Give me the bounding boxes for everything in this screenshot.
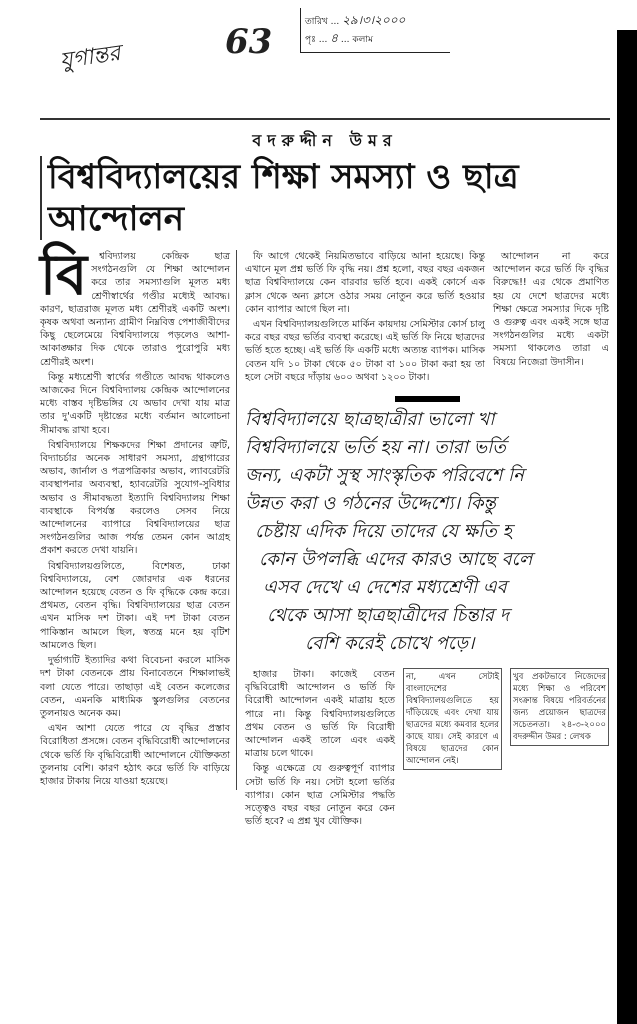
paragraph: বিশ্ববিদ্যালয়ে শিক্ষকদের শিক্ষা প্রদানের ত্রুটি, বিদ্যাচর্চার অনেক সাধারণ সমস্যা, গ্রন্থাগারের অভাব, জার্নাল ও পত্রপত্রিকার অভাব, ল্যাবরেটরি ব্যবস্থাপনার অব্যবস্থা, হ্যাবরেটরি সুযোগ-সুবিধার অভাব ও সীমাবদ্ধতা ইত্যাদি বিশ্ববিদ্যালয় শিক্ষা ব্যবস্থাকে বিপর্যস্ত করলেও সেসব নিয়ে আন্দোলনের ব্যাপারে বিশ্ববিদ্যালয়ের ছাত্র সংগঠনগুলির আজ পর্যন্ত তেমন কোন আগ্রহ প্রকাশ করতে দেখা যায়নি। <box>40 439 230 557</box>
clipping-fragment: না, এখন সেটাই বাংলাদেশের বিশ্ববিদ্যালয়গুলিতে হয় দাঁড়িয়েছে এবং দেখা যায় ছাত্রদের মধ্যে কমবার হলের কাছে যায়। সেই কারণে এ বিষয়ে ছাত্রদের কোন আন্দোলন নেই। <box>403 668 502 770</box>
paragraph: বিশ্ববিদ্যালয়গুলিতে, বিশেষত, ঢাকা বিশ্ববিদ্যালয়ে, বেশ জোরদার এক ধরনের আন্দোলন হয়েছে বেতন ও ফি বৃদ্ধিকে কেন্দ্র করে। প্রথমত, বেতন বৃদ্ধি। বিশ্ববিদ্যালয়ের ছাত্র বেতন এখন মাসিক দশ টাকা। এই দশ টাকা বেতন পাকিস্তান আমলে ছিল, স্বতন্ত্র মনে হয় বৃটিশ আমলেও ছিল। <box>40 560 230 651</box>
handwritten-number: 63 <box>225 22 273 62</box>
paragraph: শ্ববিদ্যালয় কেন্দ্রিক ছাত্র সংগঠনগুলি যে শিক্ষা আন্দোলন করে তার সমস্যাগুলি মূলত মধ্য শ্রেণীস্বার্থের গণ্ডীর মধ্যেই আবদ্ধ। কারণ, ছাত্ররাজ মূলত মধ্য শ্রেণীরই একটি অংশ। কৃষক অথবা অন্যান্য গ্রামীণ নিম্নবিত্ত পেশাজীবীদের কিছু ছেলেমেয়ে বিশ্ববিদ্যালয়ে পড়লেও আশা-আকাঙ্ক্ষার দিক থেকে তারাও পুরোপুরি মধ্য শ্রেণীরই অংশ। <box>40 251 230 368</box>
paragraph: কিন্তু এক্ষেত্রে যে গুরুত্বপূর্ণ ব্যাপার সেটা ভর্তি ফি নয়। সেটা হলো ভর্তির ব্যাপার। কোন ছাত্র সেমিস্টার পদ্ধতি সত্ত্বেও বছর বছর নোতুন করে কেন ভর্তি হবে? এ প্রশ্ন খুব যৌক্তিক। <box>245 763 395 828</box>
quote-line: বিশ্ববিদ্যালয়ে ছাত্রছাত্রীরা ভালো খা <box>245 409 495 431</box>
paragraph: কিন্তু মধ্যশ্রেণী স্বার্থের গণ্ডীতে আবদ্ধ থাকলেও আজকের দিনে বিশ্ববিদ্যালয় কেন্দ্রিক আন্দোলনের মধ্যে বাস্তব দৃষ্টিভঙ্গির যে অভাব দেখা যায় মাত্র তার দু'একটি দৃষ্টান্তের মধ্যে বর্তমান আলোচনা সীমাবদ্ধ রাখা হবে। <box>40 371 230 436</box>
quote-line: বিশ্ববিদ্যালয়ে ভর্তি হয় না। তারা ভর্তি <box>245 437 506 459</box>
column-1 <box>40 243 237 790</box>
dropcap: বি <box>40 243 88 308</box>
stamp-page-value: ৪ <box>330 31 339 45</box>
stamp-column-label: কলাম <box>352 35 373 45</box>
pull-quote <box>245 406 609 658</box>
quote-line: থেকে আসা ছাত্রছাত্রীদের চিন্তার দ <box>267 605 510 627</box>
paragraph: ফি আগে থেকেই নিয়মিতভাবে বাড়িয়ে আনা হয়েছে। কিন্তু এখানে মূল প্রশ্ন ভর্তি ফি বৃদ্ধি নয়। প্রশ্ন হলো, বছর বছর একজন ছাত্র বিশ্ববিদ্যালয়ে কেন বারবার ভর্তি হবে। একই কোর্সে এক ক্লাস থেকে অন্য ক্লাসে ওঠার সময় নোতুন করে ভর্তি হওয়ার কোন ব্যাপার আগে ছিল না। <box>245 251 485 315</box>
handwritten-source: যুগান্তর <box>58 40 123 75</box>
quote-line: উন্নত করা ও গঠনের উদ্দেশ্যে। কিন্তু <box>245 493 496 515</box>
article <box>40 130 610 830</box>
quote-bar <box>395 396 460 402</box>
quote-line: চেষ্টায় এদিক দিয়ে তাদের যে ক্ষতি হ <box>255 521 512 543</box>
scan-edge <box>617 30 637 1024</box>
quote-line: বেশি করেই চোখে পড়ে। <box>305 633 475 655</box>
quote-line: কোন উপলব্ধি এদের কারও আছে বলে <box>259 549 533 571</box>
paragraph: এখন আশা যেতে পারে যে বৃদ্ধির প্রস্তাব বিরোধিতা প্রসঙ্গে। বেতন বৃদ্ধিবিরোধী আন্দোলনের থেকে ভর্তি ফি বৃদ্ধিবিরোধী আন্দোলনে যৌক্তিকতা তুলনায় বেশি। কারণ হঠাৎ করে ভর্তি ফি বাড়িয়ে হাজার টাকায় নিয়ে যাওয়া হয়েছে। <box>40 723 230 787</box>
paragraph: আন্দোলন না করে আন্দোলন করে ভর্তি ফি বৃদ্ধির বিরুদ্ধে!! এর থেকে প্রমাণিত হয় যে দেশে ছাত্রদের মধ্যে শিক্ষা ক্ষেত্রে সমস্যার দিকে দৃষ্টি ও গুরুত্ব এবং একই সঙ্গে ছাত্র সংগঠনগুলির মধ্যে একটা সমস্যা থাকলেও তারা এ বিষয়ে নিজেরা উদাসীন। <box>493 251 609 368</box>
column-3 <box>493 250 609 371</box>
clipping-edge <box>40 118 610 120</box>
stamp-date-label: তারিখ <box>305 17 328 27</box>
clipping-fragment: খুব প্রকটভাবে নিজেদের মধ্যে শিক্ষা ও পরিবেশ সংক্রান্ত বিষয়ে পরিবর্তনের জন্য প্রয়োজন ছাত্রদের সচেতনতা। ২৪-৩-২০০০ বদরুদ্দীন উমর : লেখক <box>510 668 609 746</box>
paragraph: দুর্ভাগ্যটি ইত্যাদির কথা বিবেচনা করলে মাসিক দশ টাকা বেতনকে প্রায় বিনাবেতনে শিক্ষালাভই বলা যেতে পারে। তাছাড়া এই বেতন কলেজের বেতন, এমনকি মাধ্যমিক স্কুলগুলির বেতনের তুলনায়ও অনেক কম। <box>40 655 230 719</box>
paragraph: এখন বিশ্ববিদ্যালয়গুলিতে মার্কিন কায়দায় সেমিস্টার কোর্স চালু করে বছর বছর ভর্তির ব্যবস্থা করেছে। এই ভর্তি ফি নিয়ে ছাত্রদের ভর্তি হতে হচ্ছে। এই ভর্তি ফি একটি মধ্যে অত্যন্ত ব্যাপক। মাসিক বেতন যদি ১০ টাকা থেকে ৫০ টাকা বা ১০০ টাকা করা হয় তা হলে সেটা বছরে দাঁড়ায় ৬০০ অথবা ১২০০ টাকা। <box>245 319 485 383</box>
quote-line: জন্য, একটা সুস্থ সাংস্কৃতিক পরিবেশে নি <box>245 465 524 487</box>
date-stamp: তারিখ ... ২৯।৩।২০০০ পৃঃ ... ৪ ... কলাম <box>300 8 450 53</box>
column-2 <box>245 250 485 386</box>
paragraph: হাজার টাকা। কাজেই বেতন বৃদ্ধিবিরোধী আন্দোলন ও ভর্তি ফি বিরোধী আন্দোলন একই মাত্রায় হতে পারে না। কিন্তু বিশ্ববিদ্যালয়গুলিতে প্রথম বেতন ও ভর্তি ফি বিরোধী আন্দোলন একই তালে এবং একই মাত্রায় চলে থাকে। <box>245 669 395 760</box>
stamp-date-value: ২৯।৩।২০০০ <box>342 13 406 27</box>
stamp-page-label: পৃঃ <box>305 35 316 45</box>
quote-line: এসব দেখে এ দেশের মধ্যশ্রেণী এব <box>263 577 507 599</box>
column-2-bottom <box>245 668 395 830</box>
headline: বিশ্ববিদ্যালয়ের শিক্ষা সমস্যা ও ছাত্র আন্দোলন <box>40 156 610 240</box>
pull-quote-block <box>245 396 609 658</box>
byline: বদরুদ্দীন উমর <box>252 131 398 150</box>
